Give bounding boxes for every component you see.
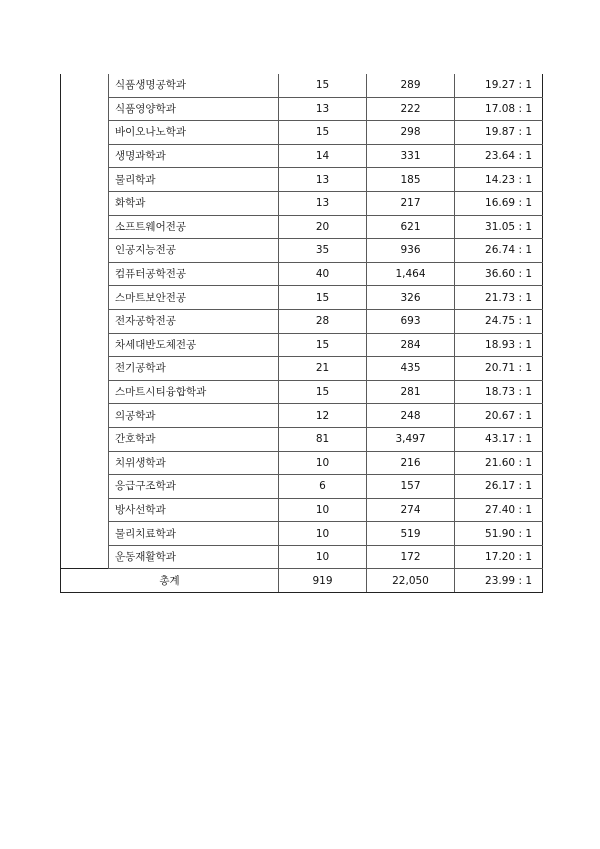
table-row: [61, 357, 543, 381]
group-cell: [61, 427, 109, 451]
applicants-cell: 326: [367, 286, 455, 310]
applicants-cell: 331: [367, 144, 455, 168]
quota-cell: 13: [279, 191, 367, 215]
table-row: [61, 522, 543, 546]
quota-cell: 10: [279, 498, 367, 522]
group-cell: [61, 168, 109, 192]
table-row: [61, 262, 543, 286]
applicants-cell: 3,497: [367, 427, 455, 451]
quota-cell: 10: [279, 545, 367, 569]
group-cell: [61, 498, 109, 522]
competition-ratio-cell: 14.23 : 1: [455, 168, 543, 192]
group-cell: [61, 333, 109, 357]
table-row: [61, 239, 543, 263]
group-cell: [61, 215, 109, 239]
group-cell: [61, 286, 109, 310]
competition-ratio-cell: 36.60 : 1: [455, 262, 543, 286]
department-cell: 차세대반도체전공: [109, 333, 279, 357]
competition-ratio-cell: 51.90 : 1: [455, 522, 543, 546]
department-cell: 물리학과: [109, 168, 279, 192]
department-cell: 전자공학전공: [109, 309, 279, 333]
group-cell: [61, 522, 109, 546]
group-cell: [61, 121, 109, 145]
group-cell: [61, 451, 109, 475]
competition-ratio-cell: 21.73 : 1: [455, 286, 543, 310]
table-row: [61, 545, 543, 569]
table-row: [61, 498, 543, 522]
department-cell: 바이오나노학과: [109, 121, 279, 145]
quota-cell: 10: [279, 451, 367, 475]
quota-cell: 20: [279, 215, 367, 239]
applicants-cell: 172: [367, 545, 455, 569]
group-cell: [61, 144, 109, 168]
table-row: [61, 144, 543, 168]
competition-ratio-cell: 20.71 : 1: [455, 357, 543, 381]
department-cell: 식품영양학과: [109, 97, 279, 121]
table-row: [61, 215, 543, 239]
total-label: 총계: [61, 569, 279, 593]
total-applicants-cell: 22,050: [367, 569, 455, 593]
applicants-cell: 216: [367, 451, 455, 475]
applicants-cell: 222: [367, 97, 455, 121]
table-row: [61, 97, 543, 121]
table-row: [61, 427, 543, 451]
table-row: [61, 168, 543, 192]
table-row: [61, 475, 543, 499]
group-cell: [61, 97, 109, 121]
department-cell: 식품생명공학과: [109, 74, 279, 97]
quota-cell: 35: [279, 239, 367, 263]
quota-cell: 40: [279, 262, 367, 286]
quota-cell: 15: [279, 286, 367, 310]
quota-cell: 10: [279, 522, 367, 546]
total-row: [61, 569, 543, 593]
competition-ratio-cell: 23.64 : 1: [455, 144, 543, 168]
applicants-cell: 936: [367, 239, 455, 263]
competition-ratio-cell: 18.93 : 1: [455, 333, 543, 357]
competition-ratio-cell: 19.27 : 1: [455, 74, 543, 97]
quota-cell: 81: [279, 427, 367, 451]
total-ratio-cell: 23.99 : 1: [455, 569, 543, 593]
total-quota-cell: 919: [279, 569, 367, 593]
table-row: [61, 286, 543, 310]
group-cell: [61, 191, 109, 215]
group-cell: [61, 309, 109, 333]
department-cell: 방사선학과: [109, 498, 279, 522]
applicants-cell: 435: [367, 357, 455, 381]
competition-ratio-cell: 21.60 : 1: [455, 451, 543, 475]
competition-ratio-cell: 26.17 : 1: [455, 475, 543, 499]
quota-cell: 15: [279, 74, 367, 97]
applicants-cell: 274: [367, 498, 455, 522]
quota-cell: 28: [279, 309, 367, 333]
competition-ratio-cell: 20.67 : 1: [455, 404, 543, 428]
group-cell: [61, 380, 109, 404]
competition-ratio-cell: 17.08 : 1: [455, 97, 543, 121]
table-row: [61, 451, 543, 475]
department-cell: 운동재활학과: [109, 545, 279, 569]
department-cell: 소프트웨어전공: [109, 215, 279, 239]
quota-cell: 14: [279, 144, 367, 168]
table-row: [61, 333, 543, 357]
applicants-cell: 248: [367, 404, 455, 428]
department-cell: 화학과: [109, 191, 279, 215]
quota-cell: 21: [279, 357, 367, 381]
group-cell: [61, 475, 109, 499]
competition-ratio-cell: 26.74 : 1: [455, 239, 543, 263]
table-row: [61, 191, 543, 215]
quota-cell: 15: [279, 380, 367, 404]
table-row: [61, 380, 543, 404]
table-row: [61, 309, 543, 333]
group-cell: [61, 357, 109, 381]
competition-ratio-cell: 43.17 : 1: [455, 427, 543, 451]
department-cell: 컴퓨터공학전공: [109, 262, 279, 286]
department-cell: 간호학과: [109, 427, 279, 451]
quota-cell: 12: [279, 404, 367, 428]
department-cell: 응급구조학과: [109, 475, 279, 499]
competition-ratio-cell: 24.75 : 1: [455, 309, 543, 333]
table-body: [61, 74, 543, 593]
applicants-cell: 1,464: [367, 262, 455, 286]
quota-cell: 13: [279, 97, 367, 121]
department-cell: 스마트보안전공: [109, 286, 279, 310]
group-cell: [61, 404, 109, 428]
applicants-cell: 621: [367, 215, 455, 239]
department-cell: 인공지능전공: [109, 239, 279, 263]
competition-ratio-cell: 31.05 : 1: [455, 215, 543, 239]
competition-ratio-cell: 17.20 : 1: [455, 545, 543, 569]
quota-cell: 15: [279, 121, 367, 145]
competition-ratio-cell: 27.40 : 1: [455, 498, 543, 522]
group-cell: [61, 239, 109, 263]
applicants-cell: 281: [367, 380, 455, 404]
applicants-cell: 185: [367, 168, 455, 192]
applicants-cell: 157: [367, 475, 455, 499]
group-cell: [61, 74, 109, 97]
department-cell: 의공학과: [109, 404, 279, 428]
applicants-cell: 289: [367, 74, 455, 97]
department-cell: 전기공학과: [109, 357, 279, 381]
department-cell: 생명과학과: [109, 144, 279, 168]
table-row: [61, 404, 543, 428]
applicants-cell: 298: [367, 121, 455, 145]
competition-ratio-cell: 16.69 : 1: [455, 191, 543, 215]
competition-ratio-cell: 18.73 : 1: [455, 380, 543, 404]
department-cell: 물리치료학과: [109, 522, 279, 546]
applicants-cell: 693: [367, 309, 455, 333]
quota-cell: 6: [279, 475, 367, 499]
competition-ratio-cell: 19.87 : 1: [455, 121, 543, 145]
group-cell: [61, 545, 109, 569]
table-row: [61, 121, 543, 145]
department-cell: 스마트시티융합학과: [109, 380, 279, 404]
group-cell: [61, 262, 109, 286]
applicants-cell: 284: [367, 333, 455, 357]
applicants-cell: 217: [367, 191, 455, 215]
quota-cell: 13: [279, 168, 367, 192]
table-row: [61, 74, 543, 97]
quota-cell: 15: [279, 333, 367, 357]
department-cell: 치위생학과: [109, 451, 279, 475]
admission-competition-table: [60, 74, 543, 593]
applicants-cell: 519: [367, 522, 455, 546]
